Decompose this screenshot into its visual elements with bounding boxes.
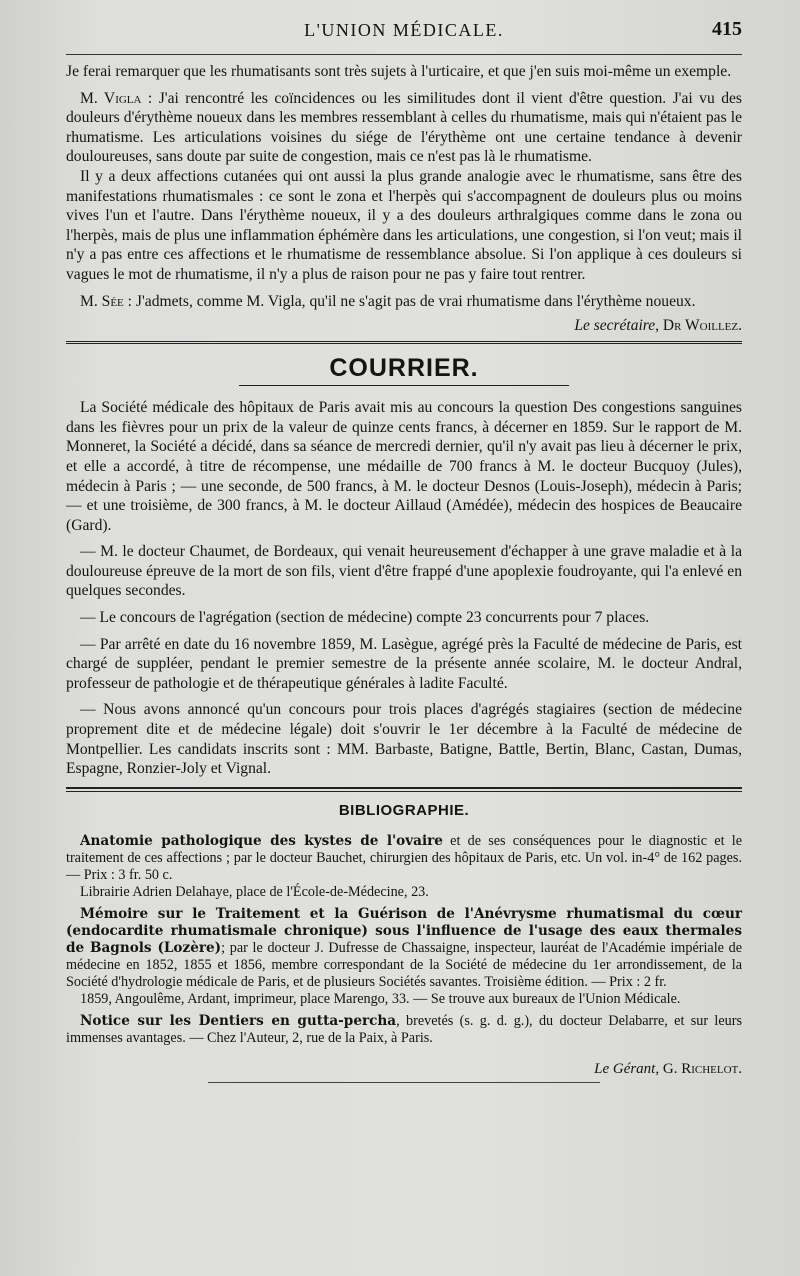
speaker-name: M. Vigla : (80, 89, 153, 107)
speaker-text: J'ai rencontré les coïncidences ou les similitudes dont il vient d'être question. J'ai vu des douleurs d'érythème noueux dans les membres ressemblant à celles du rhumatisme, mais qui n'étaient pas le rhumatisme. Les articulations voisines du siége de l'érythème ont une certaine tendance à devenir douloureuses, sans doute par suite de congestion, mais ce n'est pas là le rhumatisme. (66, 89, 742, 166)
bibliographie-heading (66, 802, 742, 821)
news-paragraph: La Société médicale des hôpitaux de Paris avait mis au concours la question Des congestions sanguines dans les fièvres pour un prix de la valeur de quinze cents francs, à décerner en 1859. Sur le rapport de M. Monneret, la Société a décidé, dans sa séance de mercredi dernier, qu'il n'y avait pas lieu à décerner le prix, et elle a accordé, à titre de récompense, une médaille de 700 francs à M. le docteur Bucquoy (Jules), médecin à Paris ; — une seconde, de 500 francs, à M. le docteur Desnos (Louis-Joseph), médecin à Paris; — et une troisième, de 300 francs, à M. le docteur Aillaud (Amédée), médecin des hospices de Beaucaire (Gard). (66, 399, 742, 534)
journal-title: L'UNION MÉDICALE. (304, 20, 504, 40)
secretary-signature: Le secrétaire, Dr Woillez. (574, 317, 742, 335)
speaker-text: J'admets, comme M. Vigla, qu'il ne s'agit pas de vrai rhumatisme dans l'érythème noueux. (132, 292, 696, 310)
book-title: Notice sur les Dentiers en gutta-percha (80, 1012, 397, 1029)
bib-entry: Notice sur les Dentiers en gutta-percha, brevetés (s. g. d. g.), du docteur Delabarre, et sur leurs immenses avantages. — Chez l'Auteur, 2, rue de la Paix, à Paris. (66, 1012, 742, 1046)
book-title: Anatomie pathologique des kystes de l'ovaire (80, 832, 443, 849)
discussion-paragraph (66, 292, 742, 312)
section-title: COURRIER. (239, 354, 568, 386)
news-paragraph: — Nous avons annoncé qu'un concours pour trois places d'agrégés stagiaires (section de médecine proprement dite et de médecine légale) doit s'ouvrir le 1er décembre à la Faculté de médecine de Montpellier. Les candidats inscrits sont : MM. Barbaste, Batigne, Battle, Bertin, Blanc, Castan, Dumas, Espagne, Ronzier-Joly et Vignal. (66, 701, 742, 778)
bib-publisher: 1859, Angoulême, Ardant, imprimeur, place Marengo, 33. — Se trouve aux bureaux de l'Union Médicale. (80, 990, 681, 1007)
bib-entry: Anatomie pathologique des kystes de l'ovaire et de ses conséquences pour le diagnostic et le traitement de ces affections ; par le docteur Bauchet, chirurgien des hôpitaux de Paris, etc. Un vol. in-4° de 162 pages. — Prix : 3 fr. 50 c. (66, 832, 742, 883)
page-header (66, 16, 742, 50)
courrier-section (66, 398, 742, 779)
discussion-paragraph: Il y a deux affections cutanées qui ont aussi la plus grande analogie avec le rhumatisme, sans être des manifestations rhumatismales : ce sont le zona et l'herpès qui s'accompagnent de douleurs plus ou moins vives l'un et l'autre. Dans l'érythème noueux, il y a des douleurs arthralgiques comme dans le zona ou l'herpès, mais de plus une inflammation éphémère dans les articulations, une congestion, si l'on veut; mais il n'y a pas entre ces affections et le rhumatisme de ressemblance absolue. Si l'on applique à ces douleurs si vagues le mot de rhumatisme, il n'y a plus de raison pour ne pas y faire tout rentrer. (66, 167, 742, 283)
speaker-name: M. Sée : (80, 292, 133, 310)
courrier-heading (66, 354, 742, 386)
page-number: 415 (712, 18, 742, 40)
manager-signature: Le Gérant, G. Richelot. (594, 1060, 742, 1077)
discussion-section (66, 62, 742, 335)
news-paragraph: — Le concours de l'agrégation (section de médecine) compte 23 concurrents pour 7 places. (80, 609, 650, 627)
news-paragraph: — M. le docteur Chaumet, de Bordeaux, qui venait heureusement d'échapper à une grave maladie et à la douloureuse épreuve de la mort de son fils, vient d'être frappé d'une apoplexie foudroyante, qui l'a enlevé en quelques secondes. (66, 543, 742, 600)
news-paragraph: — Par arrêté en date du 16 novembre 1859, M. Lasègue, agrégé près la Faculté de médecine de Paris, est chargé de suppléer, pendant le premier semestre de la présente année scolaire, M. le docteur Andral, professeur de pathologie et de thérapeutique générales à ladite Faculté. (66, 635, 742, 692)
bib-entry: Mémoire sur le Traitement et la Guérison de l'Anévrysme rhumatismal du cœur (endocardite rhumatismale chronique) sous l'influence de l'usage des eaux thermales de Bagnols (Lozère); par le docteur J. Dufresse de Chassaigne, inspecteur, lauréat de l'Académie impériale de médecine en 1852, 1855 et 1856, membre correspondant de la Société de médecine du 1er arrondissement, de la Société d'hydrologie médicale de Paris, et de plusieurs Sociétés savantes. Troisième édition. — Prix : 2 fr. (66, 905, 743, 990)
book-title: Mémoire sur le Traitement et la Guérison de l'Anévrysme rhumatismal du cœur (endocardite rhumatismale chronique) sous l'influence de l'usage des eaux thermales de Bagnols (Lozère) (66, 905, 742, 956)
discussion-paragraph: Je ferai remarquer que les rhumatisants sont très sujets à l'urticaire, et que j'en suis moi-même un exemple. (66, 63, 732, 80)
section-divider (66, 341, 742, 344)
section-title: BIBLIOGRAPHIE. (338, 801, 470, 819)
bibliographie-section (66, 833, 742, 1047)
footer-rule (208, 1082, 600, 1083)
bib-publisher: Librairie Adrien Delahaye, place de l'École-de-Médecine, 23. (80, 883, 429, 900)
discussion-paragraph (66, 89, 742, 167)
section-divider (66, 787, 742, 792)
